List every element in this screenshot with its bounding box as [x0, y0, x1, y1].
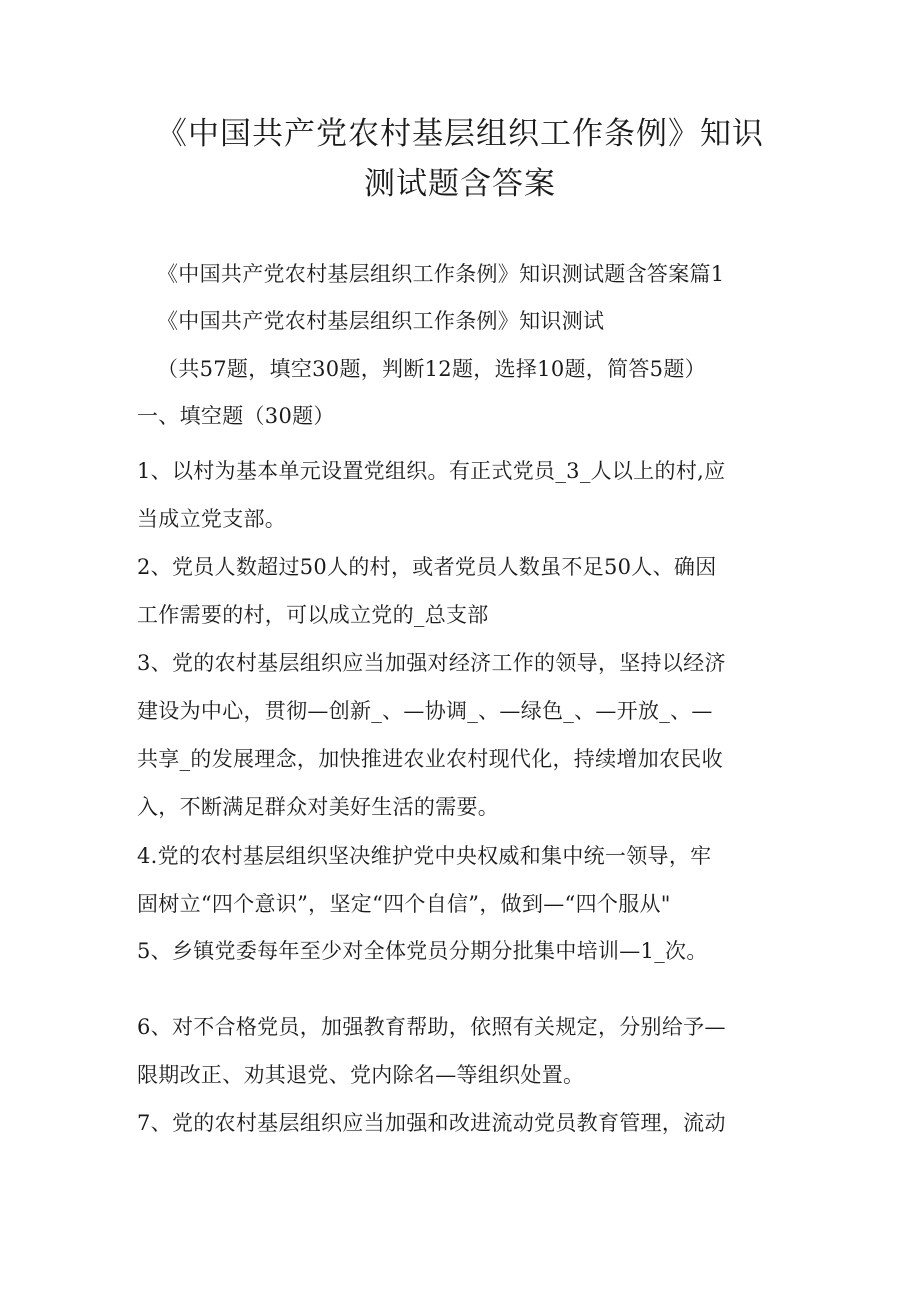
section-title: 一、填空题（30题）: [137, 404, 335, 428]
text-line: 6、对不合格党员，加强教育帮助，依照有关规定，分别给予—: [137, 1015, 726, 1039]
text-line: 7、党的农村基层组织应当加强和改进流动党员教育管理，流动: [137, 1111, 726, 1135]
text-line: 5、乡镇党委每年至少对全体党员分期分批集中培训—1_次。: [137, 939, 708, 963]
text-line: 工作需要的村，可以成立党的_总支部: [137, 603, 489, 627]
text-line: 1、以村为基本单元设置党组织。有正式党员_3_人以上的村,应: [137, 459, 726, 483]
test-subheading: 《中国共产党农村基层组织工作条例》知识测试: [157, 309, 605, 333]
text-line: 共享_的发展理念，加快推进农业农村现代化，持续增加农民收: [137, 747, 723, 771]
text-line: 入，不断满足群众对美好生活的需要。: [137, 795, 500, 819]
piece-heading: 《中国共产党农村基层组织工作条例》知识测试题含答案篇1: [157, 262, 725, 286]
text-line: 3、党的农村基层组织应当加强对经济工作的领导，坚持以经济: [137, 651, 726, 675]
text-line: 固树立“四个意识”，坚定“四个自信”，做到—“四个服从": [137, 892, 671, 916]
document-title-line-1: 《中国共产党农村基层组织工作条例》知识: [156, 116, 764, 152]
text-line: 2、党员人数超过50人的村，或者党员人数虽不足50人、确因: [137, 555, 717, 579]
text-line: 建设为中心，贯彻—创新_、—协调_、—绿色_、—开放_、—: [137, 699, 713, 723]
question-summary: （共57题，填空30题，判断12题，选择10题，简答5题）: [157, 357, 706, 381]
text-line: 限期改正、劝其退党、党内除名—等组织处置。: [137, 1063, 585, 1087]
text-line: 4.党的农村基层组织坚决维护党中央权威和集中统一领导，牢: [137, 844, 712, 868]
document-title-line-2: 测试题含答案: [364, 166, 556, 202]
text-line: 当成立党支部。: [137, 507, 287, 531]
